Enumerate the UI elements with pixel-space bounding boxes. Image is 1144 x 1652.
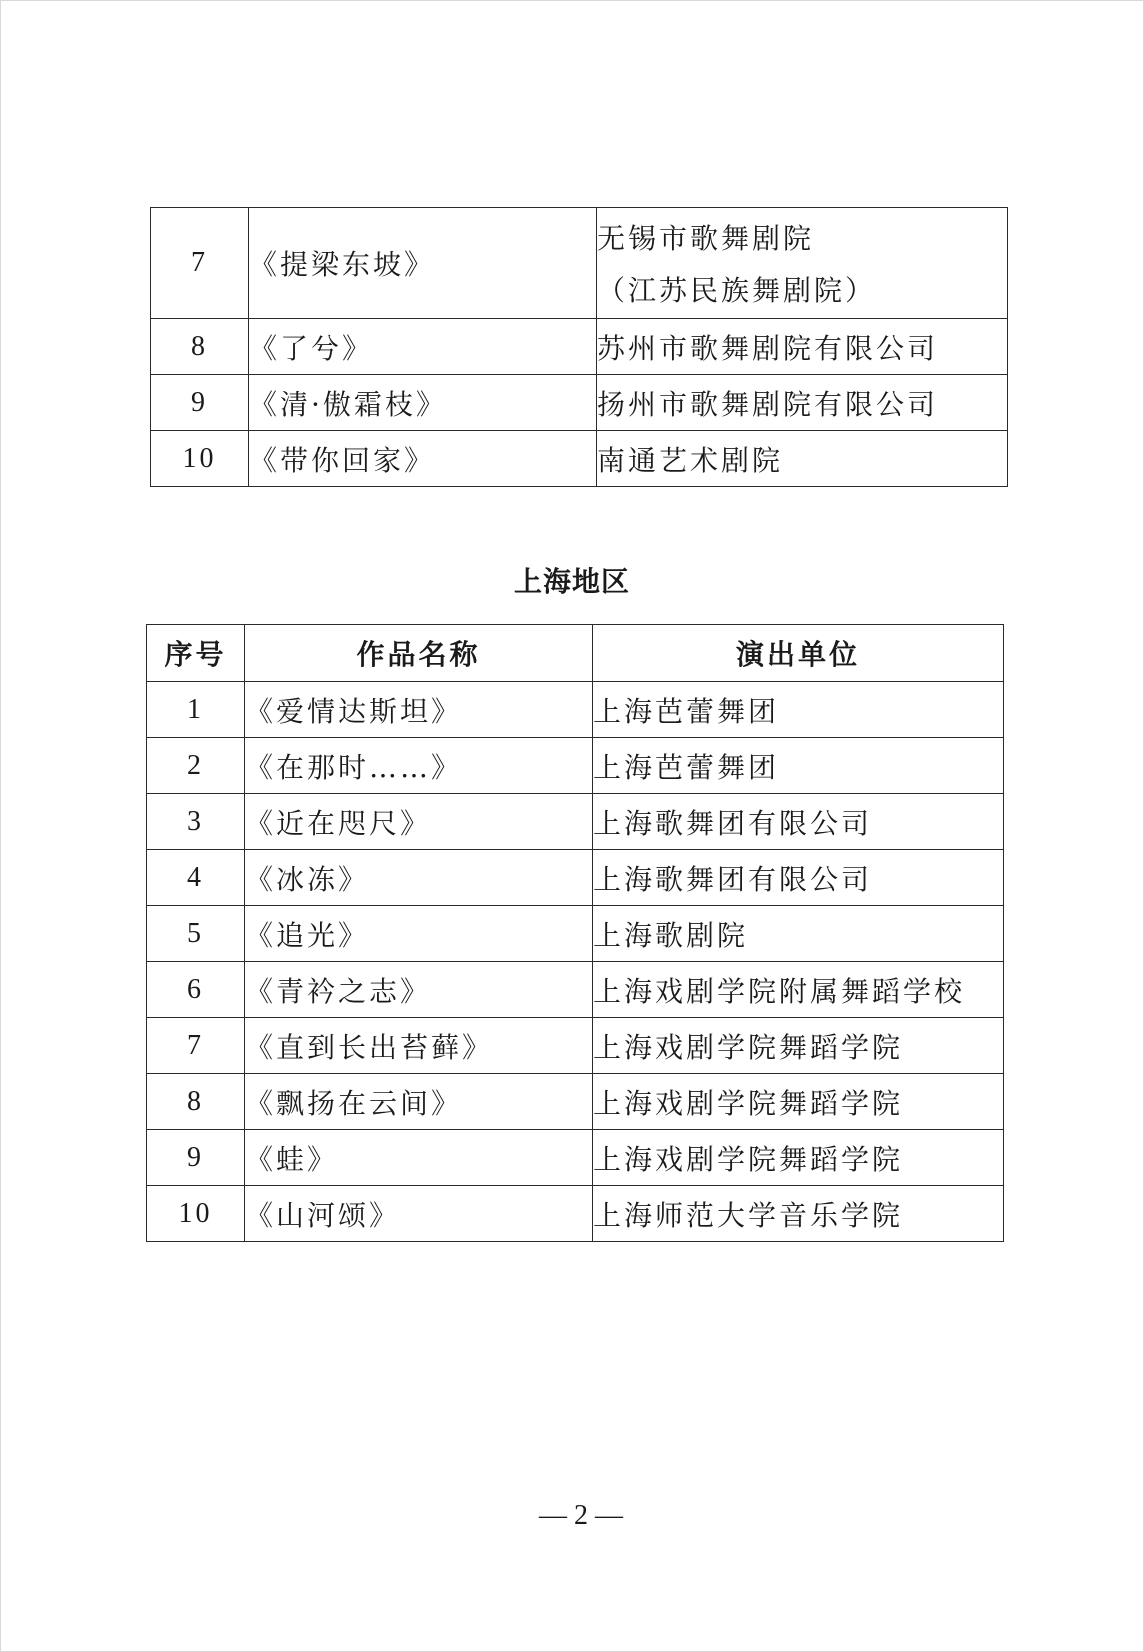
work-title: 《带你回家》 (249, 431, 597, 487)
work-title: 《飘扬在云间》 (245, 1074, 593, 1130)
row-number: 8 (147, 1074, 245, 1130)
table-row (147, 794, 1004, 850)
row-number: 5 (147, 906, 245, 962)
row-number: 7 (147, 1018, 245, 1074)
work-title: 《在那时……》 (245, 738, 593, 794)
table-row (147, 906, 1004, 962)
table-row (151, 208, 1008, 319)
table-row (151, 431, 1008, 487)
work-title: 《青衿之志》 (245, 962, 593, 1018)
performing-unit: 上海戏剧学院舞蹈学院 (593, 1074, 1004, 1130)
performing-unit: 上海戏剧学院舞蹈学院 (593, 1018, 1004, 1074)
performing-unit: 苏州市歌舞剧院有限公司 (597, 319, 1008, 375)
work-title: 《直到长出苔藓》 (245, 1018, 593, 1074)
performing-unit: 扬州市歌舞剧院有限公司 (597, 375, 1008, 431)
page-number: — 2 — (539, 1500, 623, 1531)
work-title: 《了兮》 (249, 319, 597, 375)
row-number: 4 (147, 850, 245, 906)
performing-unit: 南通艺术剧院 (597, 431, 1008, 487)
table-row (147, 1130, 1004, 1186)
row-number: 3 (147, 794, 245, 850)
work-title: 《冰冻》 (245, 850, 593, 906)
performing-unit-line: 无锡市歌舞剧院 (597, 222, 815, 255)
table-row (147, 738, 1004, 794)
work-title: 《追光》 (245, 906, 593, 962)
performing-unit: 上海芭蕾舞团 (593, 738, 1004, 794)
header-work: 作品名称 (245, 625, 593, 682)
table-row (151, 319, 1008, 375)
section-title: 上海地区 (513, 565, 630, 598)
row-number: 10 (151, 431, 249, 487)
work-title: 《近在咫尺》 (245, 794, 593, 850)
table-row (147, 1074, 1004, 1130)
table-header-row (147, 625, 1004, 682)
performing-unit: 上海芭蕾舞团 (593, 682, 1004, 738)
performing-unit: 上海戏剧学院舞蹈学院 (593, 1130, 1004, 1186)
performing-unit: 上海歌剧院 (593, 906, 1004, 962)
work-title: 《蛙》 (245, 1130, 593, 1186)
work-title: 《爱情达斯坦》 (245, 682, 593, 738)
row-number: 9 (147, 1130, 245, 1186)
performing-unit-line: （江苏民族舞剧院） (597, 274, 877, 307)
row-number: 2 (147, 738, 245, 794)
row-number: 10 (147, 1186, 245, 1242)
table-row (147, 850, 1004, 906)
row-number: 6 (147, 962, 245, 1018)
performing-unit: 上海师范大学音乐学院 (593, 1186, 1004, 1242)
work-title: 《清·傲霜枝》 (249, 375, 597, 431)
row-number: 9 (151, 375, 249, 431)
work-title: 《提梁东坡》 (249, 208, 597, 319)
work-title: 《山河颂》 (245, 1186, 593, 1242)
header-seq: 序号 (147, 625, 245, 682)
header-unit: 演出单位 (593, 625, 1004, 682)
performing-unit (597, 208, 1008, 319)
table-row (147, 962, 1004, 1018)
program-table-continued (150, 207, 1008, 487)
row-number: 7 (151, 208, 249, 319)
table-row (147, 1018, 1004, 1074)
shanghai-program-table (146, 624, 1004, 1242)
performing-unit: 上海歌舞团有限公司 (593, 794, 1004, 850)
table-row (147, 1186, 1004, 1242)
performing-unit: 上海歌舞团有限公司 (593, 850, 1004, 906)
row-number: 1 (147, 682, 245, 738)
performing-unit: 上海戏剧学院附属舞蹈学校 (593, 962, 1004, 1018)
row-number: 8 (151, 319, 249, 375)
table-row (147, 682, 1004, 738)
table-row (151, 375, 1008, 431)
